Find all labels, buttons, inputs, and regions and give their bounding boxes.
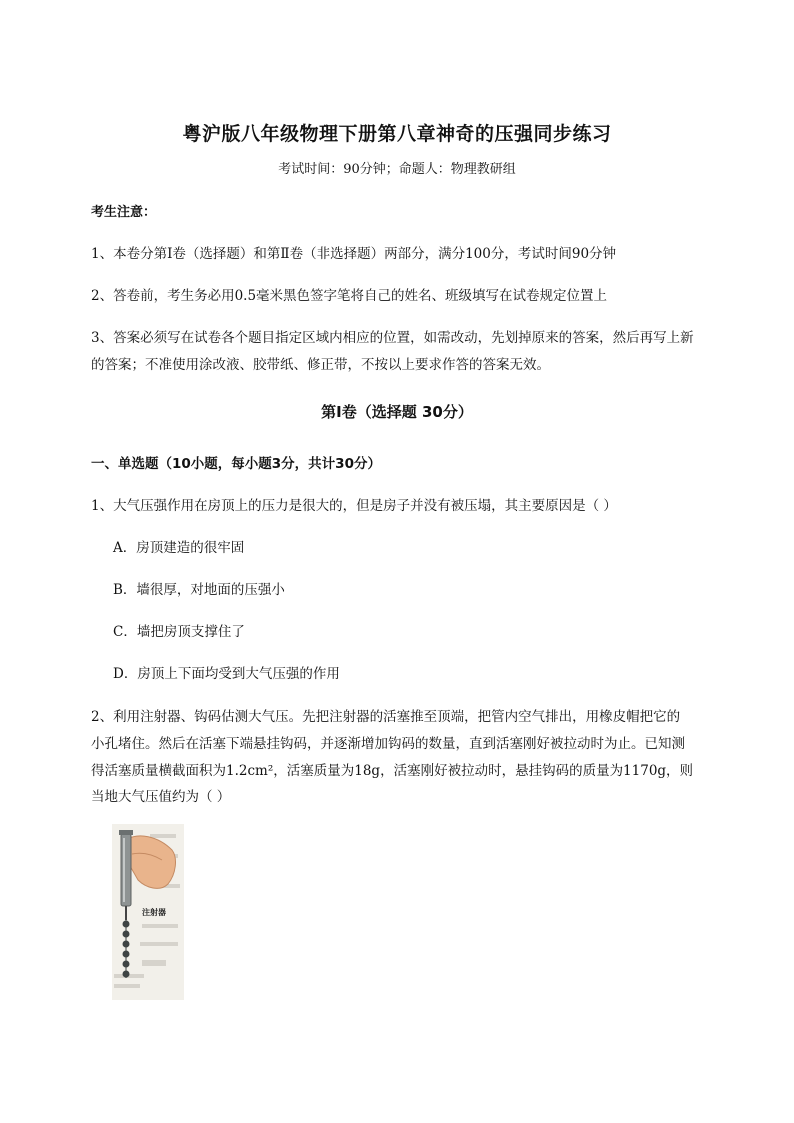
question-2-line-1: 2、利用注射器、钩码估测大气压。先把注射器的活塞推至顶端，把管内空气排出，用橡皮帽把它的 <box>91 709 681 725</box>
page-title: 粤沪版八年级物理下册第八章神奇的压强同步练习 <box>182 123 612 145</box>
question-1-stem: 1、大气压强作用在房顶上的压力是很大的，但是房子并没有被压塌，其主要原因是（ ） <box>91 498 617 514</box>
figure-label: 注射器 <box>142 908 166 917</box>
question-1-option-a: A．房顶建造的很牢固 <box>113 540 245 556</box>
notice-heading: 考生注意： <box>91 205 157 220</box>
question-1-option-b: B．墙很厚，对地面的压强小 <box>113 582 285 598</box>
syringe-cap-icon <box>119 830 133 835</box>
section-title: 第Ⅰ卷（选择题 30分） <box>321 403 473 421</box>
notice-item-3-line-2: 的答案；不准使用涂改液、胶带纸、修正带，不按以上要求作答的答案无效。 <box>91 357 550 373</box>
notice-item-1: 1、本卷分第Ⅰ卷（选择题）和第Ⅱ卷（非选择题）两部分，满分100分，考试时间90分钟 <box>91 246 617 262</box>
notice-item-3-line-1: 3、答案必须写在试卷各个题目指定区域内相应的位置，如需改动，先划掉原来的答案，然后再写上新 <box>91 330 694 346</box>
question-2-line-4: 当地大气压值约为（ ） <box>91 789 231 805</box>
question-1-option-d: D．房顶上下面均受到大气压强的作用 <box>113 666 340 682</box>
exam-info: 考试时间：90分钟；命题人：物理教研组 <box>278 162 516 177</box>
syringe-figure <box>112 824 184 1000</box>
syringe-barrel-icon <box>121 834 131 906</box>
question-2-line-3: 得活塞质量横截面积为1.2cm²，活塞质量为18g，活塞刚好被拉动时，悬挂钩码的质量为1170g，则 <box>91 763 694 779</box>
notice-item-2: 2、答卷前，考生务必用0.5毫米黑色签字笔将自己的姓名、班级填写在试卷规定位置上 <box>91 288 608 304</box>
question-2-line-2: 小孔堵住。然后在活塞下端悬挂钩码，并逐渐增加钩码的数量，直到活塞刚好被拉动时为止。已知测 <box>91 736 685 752</box>
question-1-option-c: C．墙把房顶支撑住了 <box>113 624 245 640</box>
part-heading: 一、单选题（10小题，每小题3分，共计30分） <box>91 456 381 472</box>
